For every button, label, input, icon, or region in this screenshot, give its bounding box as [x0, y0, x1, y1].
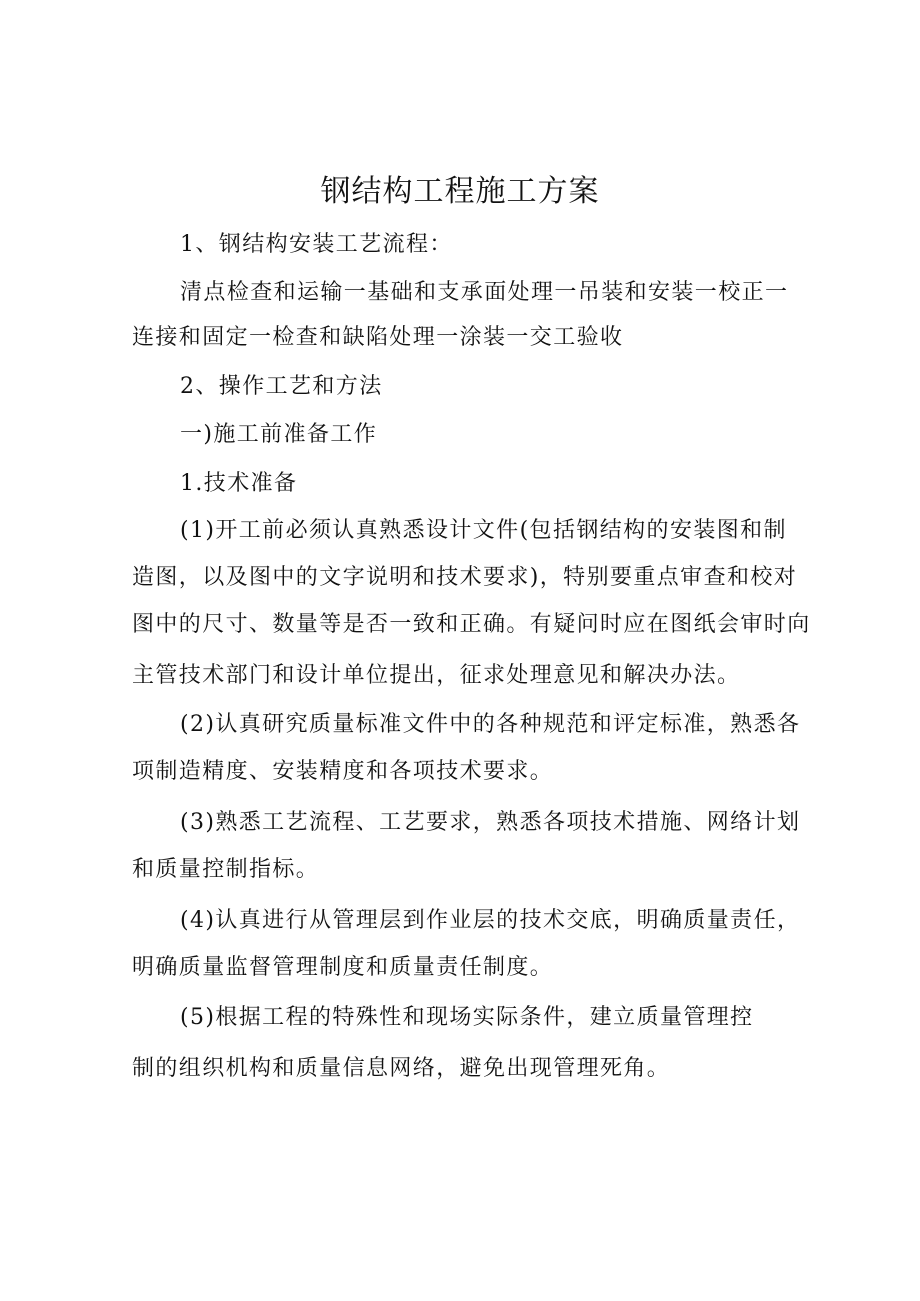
paragraph-line: (1)开工前必须认真熟悉设计文件(包括钢结构的安装图和制 — [180, 518, 787, 543]
paragraph-line: 明确质量监督管理制度和质量责任制度。 — [132, 955, 554, 980]
paragraph-line: 制的组织机构和质量信息网络，避免出现管理死角。 — [132, 1056, 671, 1081]
paragraph-line: 图中的尺寸、数量等是否一致和正确。有疑问时应在图纸会审时向 — [132, 612, 811, 637]
subsection-heading: 一)施工前准备工作 — [180, 422, 378, 447]
paragraph-line: 主管技术部门和设计单位提出，征求处理意见和解决办法。 — [132, 663, 741, 688]
paragraph-line: (4)认真进行从管理层到作业层的技术交底，明确质量责任， — [180, 908, 801, 933]
paragraph-line: 清点检查和运输一基础和支承面处理一吊装和安装一校正一 — [180, 280, 789, 305]
paragraph-line: 连接和固定一检查和缺陷处理一涂装一交工验收 — [132, 325, 624, 350]
paragraph-line: (3)熟悉工艺流程、工艺要求，熟悉各项技术措施、网络计划 — [180, 810, 801, 835]
section-heading-2: 2、操作工艺和方法 — [180, 374, 383, 399]
section-heading-1: 1、钢结构安装工艺流程： — [180, 232, 453, 257]
document-title: 钢结构工程施工方案 — [320, 174, 600, 209]
paragraph-line: 项制造精度、安装精度和各项技术要求。 — [132, 759, 554, 784]
paragraph-line: 造图，以及图中的文字说明和技术要求)，特别要重点审查和校对 — [132, 565, 798, 590]
paragraph-line: (2)认真研究质量标准文件中的各种规范和评定标准，熟悉各 — [180, 712, 801, 737]
paragraph-line: (5)根据工程的特殊性和现场实际条件，建立质量管理控 — [180, 1005, 754, 1030]
paragraph-line: 和质量控制指标。 — [132, 857, 320, 882]
subsection-heading: 1.技术准备 — [180, 471, 298, 496]
